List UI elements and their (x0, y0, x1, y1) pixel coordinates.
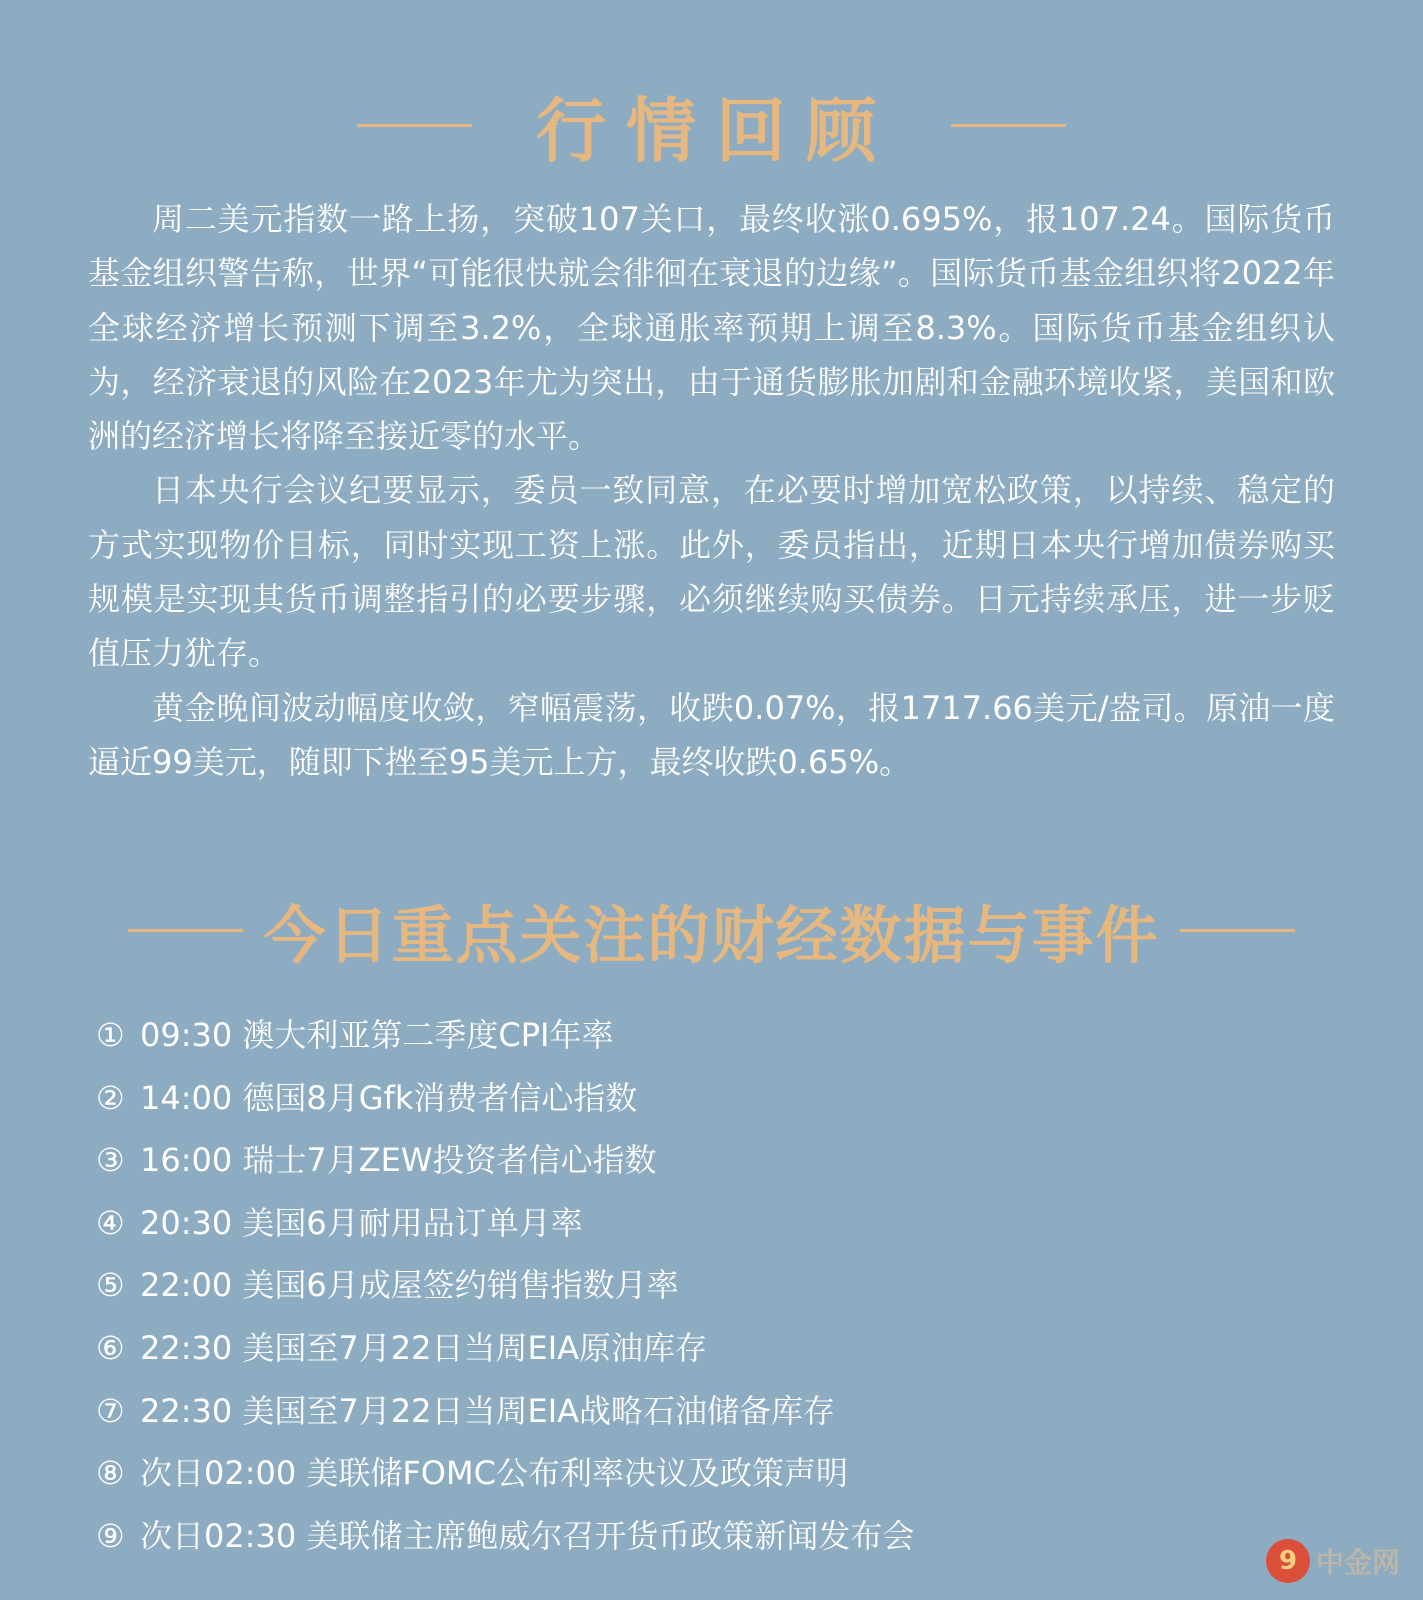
market-review-title: 行情回顾 (536, 89, 896, 172)
market-review-body (88, 192, 1335, 789)
item-number: ⑦ (96, 1391, 125, 1430)
review-paragraph-gold-oil: 黄金晚间波动幅度收敛，窄幅震荡，收跌0.07%，报1717.66美元/盎司。原油一度逼近99美元，随即下挫至95美元上方，最终收跌0.65%。 (88, 688, 1335, 781)
item-number: ⑤ (96, 1266, 125, 1305)
watermark (1266, 1530, 1416, 1592)
item-number: ② (96, 1078, 125, 1117)
item-number: ① (96, 1016, 125, 1054)
events-title: 今日重点关注的财经数据与事件 (263, 898, 1160, 972)
header-left-rule (128, 929, 243, 932)
item-text: 09:30 澳大利亚第二季度CPI年率 (140, 1016, 614, 1054)
market-review-header (0, 84, 1423, 172)
list-item (96, 1254, 914, 1317)
logo-icon: 9 (1266, 1539, 1310, 1583)
item-text: 次日02:30 美联储主席鲍威尔召开货币政策新闻发布会 (140, 1516, 915, 1555)
list-item (96, 1317, 914, 1380)
item-text: 14:00 德国8月Gfk消费者信心指数 (140, 1078, 638, 1117)
header-right-rule (951, 124, 1066, 127)
review-paragraph-dollar: 周二美元指数一路上扬，突破107关口，最终收涨0.695%，报107.24。国际货币基金组织警告称，世界“可能很快就会徘徊在衰退的边缘”。国际货币基金组织将2022年全球经济增长预测下调至3.2%，全球通胀率预期上调至8.3%。国际货币基金组织认为，经济衰退的风险在2023年尤为突出，由于通货膨胀加剧和金融环境收紧，美国和欧洲的经济增长将降至接近零的水平。 (88, 200, 1335, 456)
item-number: ④ (96, 1203, 125, 1242)
item-number: ⑨ (96, 1516, 125, 1555)
list-item (96, 1004, 914, 1067)
header-right-rule (1180, 929, 1295, 932)
item-number: ⑧ (96, 1454, 125, 1493)
list-item (96, 1380, 914, 1443)
list-item (96, 1442, 914, 1505)
item-text: 次日02:00 美联储FOMC公布利率决议及政策声明 (140, 1454, 848, 1493)
item-number: ⑥ (96, 1328, 125, 1367)
event-list (96, 1004, 914, 1567)
item-text: 16:00 瑞士7月ZEW投资者信心指数 (140, 1141, 657, 1180)
review-paragraph-boj: 日本央行会议纪要显示，委员一致同意，在必要时增加宽松政策，以持续、稳定的方式实现物价目标，同时实现工资上涨。此外，委员指出，近期日本央行增加债券购买规模是实现其货币调整指引的必要步骤，必须继续购买债券。日元持续承压，进一步贬值压力犹存。 (88, 471, 1335, 673)
watermark-text: 中金网 (1316, 1546, 1401, 1579)
list-item (96, 1192, 914, 1255)
item-text: 22:30 美国至7月22日当周EIA原油库存 (140, 1328, 708, 1367)
item-number: ③ (96, 1141, 125, 1180)
item-text: 20:30 美国6月耐用品订单月率 (140, 1203, 583, 1242)
list-item (96, 1129, 914, 1192)
events-header (0, 890, 1423, 970)
item-text: 22:00 美国6月成屋签约销售指数月率 (140, 1266, 679, 1305)
list-item (96, 1067, 914, 1130)
item-text: 22:30 美国至7月22日当周EIA战略石油储备库存 (140, 1391, 836, 1430)
header-left-rule (357, 124, 472, 127)
list-item (96, 1505, 914, 1568)
